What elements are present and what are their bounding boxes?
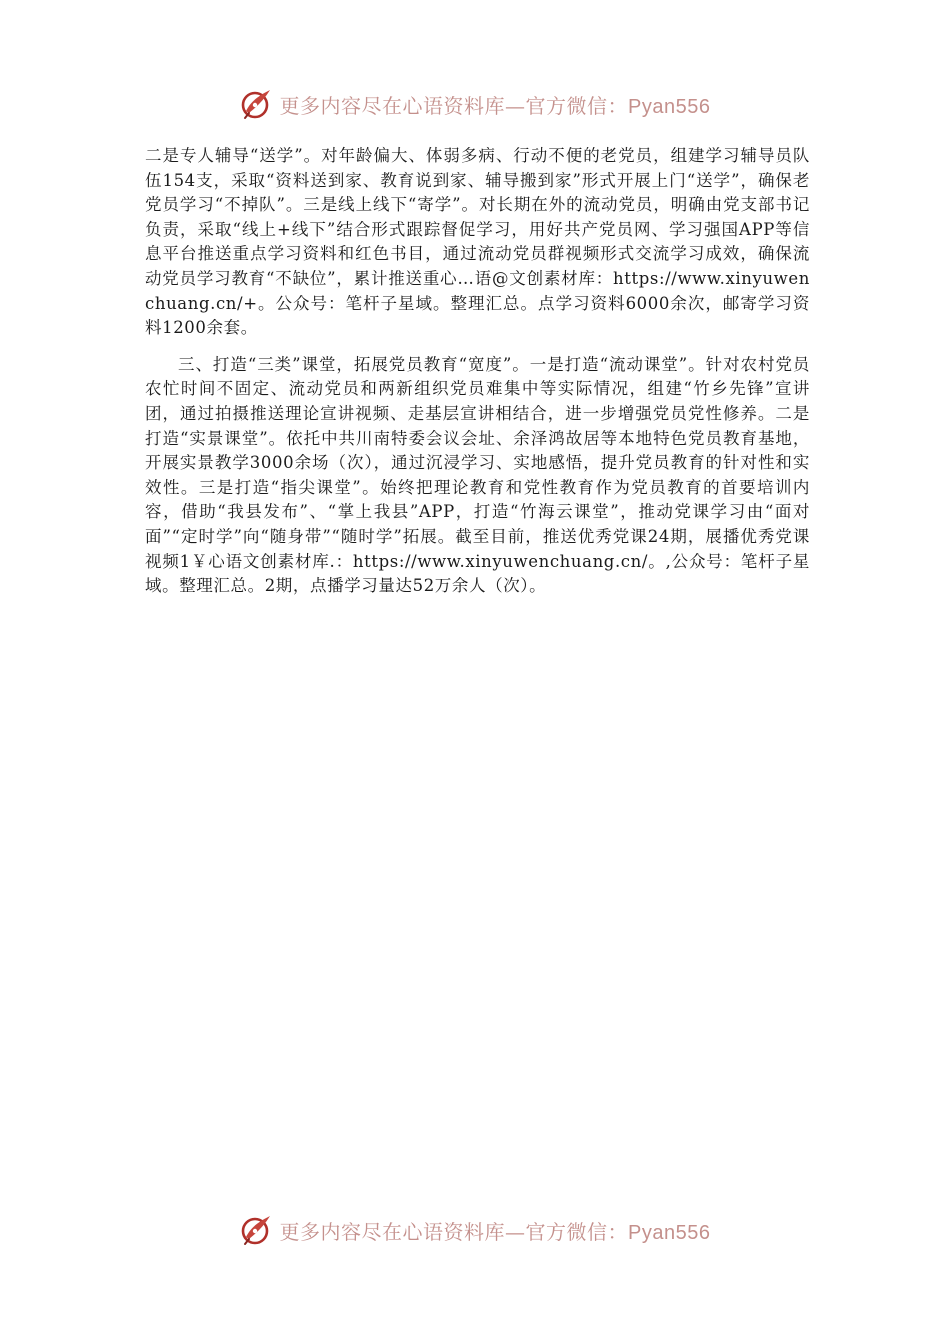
paragraph-1: 二是专人辅导“送学”。对年龄偏大、体弱多病、行动不便的老党员，组建学习辅导员队伍154支，采取“资料送到家、教育说到家、辅导搬到家”形式开展上门“送学”，确保老党员学习“不掉队”。三是线上线下“寄学”。对长期在外的流动党员，明确由党支部书记负责，采取“线上+线下”结合形式跟踪督促学习，用好共产党员网、学习强国APP等信息平台推送重点学习资料和红色书目，通过流动党员群视频形式交流学习成效，确保流动党员学习教育“不缺位”，累计推送重心…语@文创素材库：https://www.xinyuwenchuang.cn/+。公众号：笔杆子星域。整理汇总。点学习资料6000余次，邮寄学习资料1200余套。 xyxy=(145,146,810,338)
paragraph-2: 三、打造“三类”课堂，拓展党员教育“宽度”。一是打造“流动课堂”。针对农村党员农忙时间不固定、流动党员和两新组织党员难集中等实际情况，组建“竹乡先锋”宣讲团，通过拍摄推送理论宣讲视频、走基层宣讲相结合，进一步增强党员党性修养。二是打造“实景课堂”。依托中共川南特委会议会址、余泽鸿故居等本地特色党员教育基地，开展实景教学3000余场（次），通过沉浸学习、实地感悟，提升党员教育的针对性和实效性。三是打造“指尖课堂”。始终把理论教育和党性教育作为党员教育的首要培训内容，借助“我县发布”、“掌上我县”APP，打造“竹海云课堂”，推动党课学习由“面对面”“定时学”向“随身带”“随时学”拓展。截至目前，推送优秀党课24期，展播优秀党课视频1￥心语文创素材库.：https://www.xinyuwenchuang.cn/。,公众号：笔杆子星域。整理汇总。2期，点播学习量达52万余人（次）。 xyxy=(145,354,810,596)
footer-banner xyxy=(0,1210,950,1250)
header-banner xyxy=(0,84,950,124)
document-body xyxy=(145,144,810,611)
footer-banner-text: 更多内容尽在心语资料库—官方微信：Pyan556 xyxy=(279,1219,711,1244)
header-banner-handle: Pyan556 xyxy=(628,95,711,118)
header-banner-text: 更多内容尽在心语资料库—官方微信：Pyan556 xyxy=(279,93,711,118)
quill-pen-logo-icon xyxy=(240,87,274,121)
footer-banner-handle: Pyan556 xyxy=(628,1221,711,1244)
quill-pen-logo-icon xyxy=(240,1213,274,1247)
